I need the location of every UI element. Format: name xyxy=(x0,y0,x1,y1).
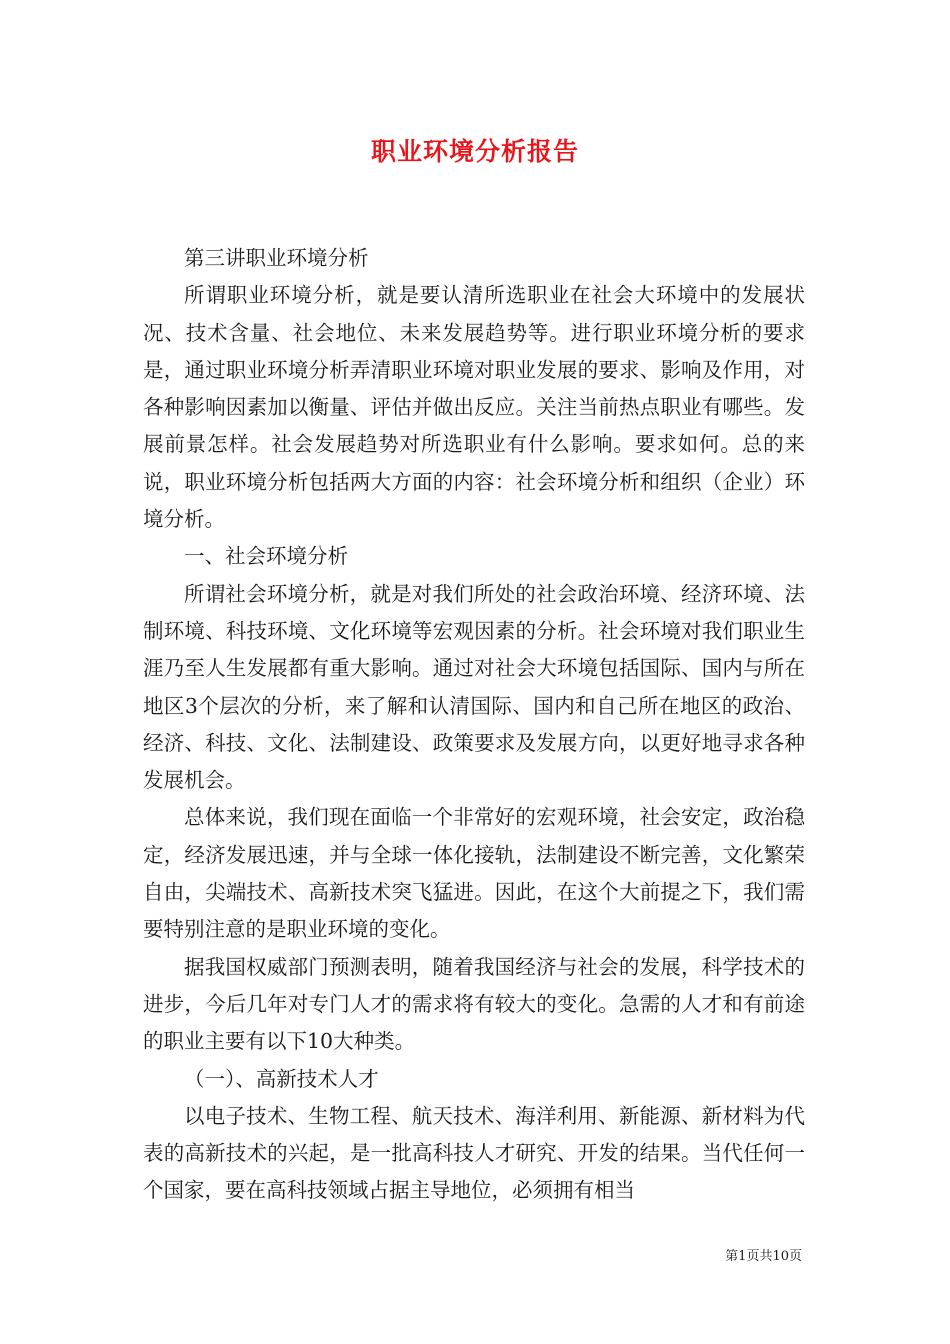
document-body xyxy=(143,240,805,1210)
paragraph: 所谓职业环境分析，就是要认清所选职业在社会大环境中的发展状况、技术含量、社会地位、未来发展趋势等。进行职业环境分析的要求是，通过职业环境分析弄清职业环境对职业发展的要求、影响及作用，对各种影响因素加以衡量、评估并做出反应。关注当前热点职业有哪些。发展前景怎样。社会发展趋势对所选职业有什么影响。要求如何。总的来说，职业环境分析包括两大方面的内容：社会环境分析和组织（企业）环境分析。 xyxy=(143,283,805,532)
subsection-heading: （一）、高新技术人才 xyxy=(184,1066,379,1091)
document-title: 职业环境分析报告 xyxy=(370,137,579,166)
paragraph: 所谓社会环境分析，就是对我们所处的社会政治环境、经济环境、法制环境、科技环境、文化环境等宏观因素的分析。社会环境对我们职业生涯乃至人生发展都有重大影响。通过对社会大环境包括国际、国内与所在地区3个层次的分析，来了解和认清国际、国内和自己所在地区的政治、经济、科技、文化、法制建设、政策要求及发展方向，以更好地寻求各种发展机会。 xyxy=(143,581,805,793)
page-number-footer: 第1页共10页 xyxy=(725,1249,802,1264)
paragraph: 总体来说，我们现在面临一个非常好的宏观环境，社会安定，政治稳定，经济发展迅速，并与全球一体化接轨，法制建设不断完善，文化繁荣自由，尖端技术、高新技术突飞猛进。因此，在这个大前提之下，我们需要特别注意的是职业环境的变化。 xyxy=(143,805,805,942)
section-heading: 一、社会环境分析 xyxy=(184,544,348,569)
paragraph-lecture-heading: 第三讲职业环境分析 xyxy=(184,246,369,270)
paragraph: 以电子技术、生物工程、航天技术、海洋利用、新能源、新材料为代表的高新技术的兴起，是一批高科技人才研究、开发的结果。当代任何一个国家，要在高科技领域占据主导地位，必须拥有相当 xyxy=(143,1103,805,1203)
paragraph: 据我国权威部门预测表明，随着我国经济与社会的发展，科学技术的进步，今后几年对专门人才的需求将有较大的变化。急需的人才和有前途的职业主要有以下10大种类。 xyxy=(143,954,805,1054)
